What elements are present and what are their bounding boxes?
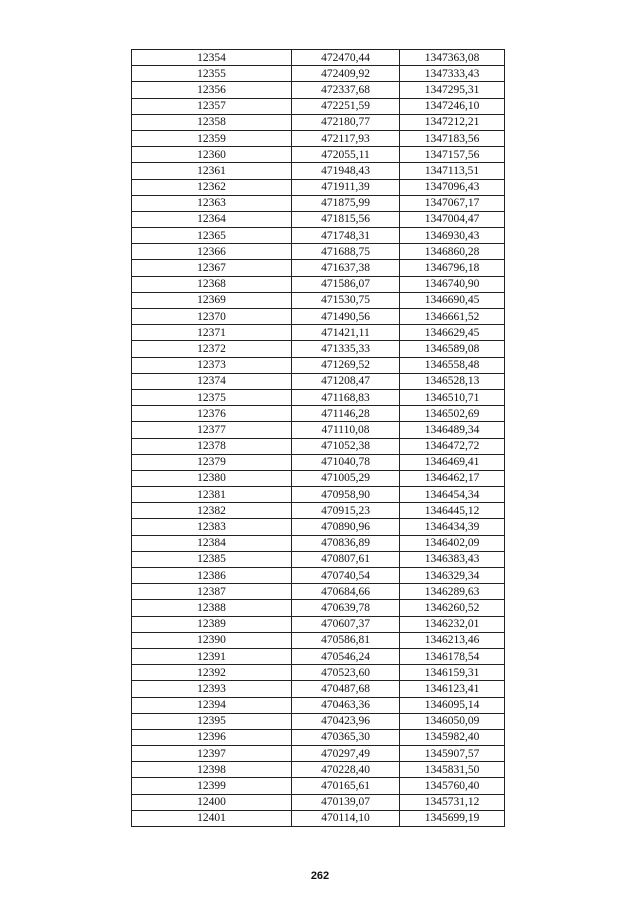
y-coordinate-cell: 1346434,39: [400, 519, 505, 535]
table-row: [132, 681, 505, 697]
table-row: [132, 584, 505, 600]
table-row: [132, 778, 505, 794]
table-row: [132, 665, 505, 681]
y-coordinate-cell: 1347363,08: [400, 50, 505, 66]
x-coordinate-cell: 471875,99: [292, 195, 400, 211]
table-row: [132, 616, 505, 632]
coordinate-table-body: [132, 50, 505, 827]
table-row: [132, 195, 505, 211]
x-coordinate-cell: 470740,54: [292, 568, 400, 584]
table-row: [132, 487, 505, 503]
point-number-cell: 12396: [132, 729, 292, 745]
x-coordinate-cell: 470836,89: [292, 535, 400, 551]
x-coordinate-cell: 470807,61: [292, 551, 400, 567]
point-number-cell: 12389: [132, 616, 292, 632]
table-row: [132, 729, 505, 745]
point-number-cell: 12374: [132, 373, 292, 389]
point-number-cell: 12362: [132, 179, 292, 195]
y-coordinate-cell: 1346930,43: [400, 228, 505, 244]
table-row: [132, 713, 505, 729]
y-coordinate-cell: 1346213,46: [400, 632, 505, 648]
x-coordinate-cell: 472337,68: [292, 82, 400, 98]
point-number-cell: 12397: [132, 746, 292, 762]
point-number-cell: 12364: [132, 211, 292, 227]
y-coordinate-cell: 1346454,34: [400, 487, 505, 503]
y-coordinate-cell: 1346402,09: [400, 535, 505, 551]
table-row: [132, 228, 505, 244]
x-coordinate-cell: 470958,90: [292, 487, 400, 503]
x-coordinate-cell: 472055,11: [292, 147, 400, 163]
point-number-cell: 12356: [132, 82, 292, 98]
y-coordinate-cell: 1346178,54: [400, 648, 505, 664]
x-coordinate-cell: 471688,75: [292, 244, 400, 260]
table-row: [132, 648, 505, 664]
x-coordinate-cell: 471146,28: [292, 406, 400, 422]
point-number-cell: 12395: [132, 713, 292, 729]
point-number-cell: 12361: [132, 163, 292, 179]
point-number-cell: 12390: [132, 632, 292, 648]
coordinate-table: [131, 49, 505, 827]
point-number-cell: 12365: [132, 228, 292, 244]
point-number-cell: 12383: [132, 519, 292, 535]
point-number-cell: 12386: [132, 568, 292, 584]
point-number-cell: 12359: [132, 130, 292, 146]
x-coordinate-cell: 470639,78: [292, 600, 400, 616]
table-row: [132, 179, 505, 195]
table-row: [132, 98, 505, 114]
point-number-cell: 12391: [132, 648, 292, 664]
x-coordinate-cell: 471748,31: [292, 228, 400, 244]
x-coordinate-cell: 470463,36: [292, 697, 400, 713]
x-coordinate-cell: 471335,33: [292, 341, 400, 357]
y-coordinate-cell: 1345982,40: [400, 729, 505, 745]
x-coordinate-cell: 470607,37: [292, 616, 400, 632]
x-coordinate-cell: 471208,47: [292, 373, 400, 389]
y-coordinate-cell: 1345731,12: [400, 794, 505, 810]
table-row: [132, 163, 505, 179]
y-coordinate-cell: 1346528,13: [400, 373, 505, 389]
page-number: 262: [310, 870, 330, 882]
point-number-cell: 12393: [132, 681, 292, 697]
x-coordinate-cell: 470890,96: [292, 519, 400, 535]
y-coordinate-cell: 1347246,10: [400, 98, 505, 114]
y-coordinate-cell: 1346095,14: [400, 697, 505, 713]
y-coordinate-cell: 1346740,90: [400, 276, 505, 292]
point-number-cell: 12394: [132, 697, 292, 713]
point-number-cell: 12355: [132, 66, 292, 82]
y-coordinate-cell: 1346445,12: [400, 503, 505, 519]
point-number-cell: 12372: [132, 341, 292, 357]
table-row: [132, 82, 505, 98]
table-row: [132, 130, 505, 146]
point-number-cell: 12400: [132, 794, 292, 810]
y-coordinate-cell: 1345907,57: [400, 746, 505, 762]
table-row: [132, 697, 505, 713]
point-number-cell: 12373: [132, 357, 292, 373]
x-coordinate-cell: 470586,81: [292, 632, 400, 648]
x-coordinate-cell: 471110,08: [292, 422, 400, 438]
table-row: [132, 406, 505, 422]
x-coordinate-cell: 471168,83: [292, 389, 400, 405]
table-row: [132, 746, 505, 762]
x-coordinate-cell: 471637,38: [292, 260, 400, 276]
y-coordinate-cell: 1346796,18: [400, 260, 505, 276]
table-row: [132, 276, 505, 292]
table-row: [132, 211, 505, 227]
y-coordinate-cell: 1346589,08: [400, 341, 505, 357]
y-coordinate-cell: 1347295,31: [400, 82, 505, 98]
point-number-cell: 12371: [132, 325, 292, 341]
x-coordinate-cell: 470546,24: [292, 648, 400, 664]
x-coordinate-cell: 472409,92: [292, 66, 400, 82]
y-coordinate-cell: 1347183,56: [400, 130, 505, 146]
point-number-cell: 12360: [132, 147, 292, 163]
x-coordinate-cell: 470915,23: [292, 503, 400, 519]
point-number-cell: 12375: [132, 389, 292, 405]
y-coordinate-cell: 1346159,31: [400, 665, 505, 681]
y-coordinate-cell: 1346469,41: [400, 454, 505, 470]
x-coordinate-cell: 471815,56: [292, 211, 400, 227]
y-coordinate-cell: 1346383,43: [400, 551, 505, 567]
table-row: [132, 503, 505, 519]
table-row: [132, 810, 505, 826]
point-number-cell: 12401: [132, 810, 292, 826]
point-number-cell: 12377: [132, 422, 292, 438]
y-coordinate-cell: 1346629,45: [400, 325, 505, 341]
table-row: [132, 422, 505, 438]
x-coordinate-cell: 470365,30: [292, 729, 400, 745]
table-row: [132, 373, 505, 389]
y-coordinate-cell: 1346289,63: [400, 584, 505, 600]
y-coordinate-cell: 1346690,45: [400, 292, 505, 308]
table-row: [132, 114, 505, 130]
y-coordinate-cell: 1346050,09: [400, 713, 505, 729]
x-coordinate-cell: 470228,40: [292, 762, 400, 778]
y-coordinate-cell: 1345831,50: [400, 762, 505, 778]
point-number-cell: 12358: [132, 114, 292, 130]
x-coordinate-cell: 470684,66: [292, 584, 400, 600]
x-coordinate-cell: 470487,68: [292, 681, 400, 697]
point-number-cell: 12385: [132, 551, 292, 567]
y-coordinate-cell: 1347096,43: [400, 179, 505, 195]
point-number-cell: 12392: [132, 665, 292, 681]
table-row: [132, 341, 505, 357]
table-row: [132, 600, 505, 616]
table-row: [132, 147, 505, 163]
point-number-cell: 12370: [132, 309, 292, 325]
x-coordinate-cell: 470139,07: [292, 794, 400, 810]
x-coordinate-cell: 470114,10: [292, 810, 400, 826]
x-coordinate-cell: 471490,56: [292, 309, 400, 325]
x-coordinate-cell: 471586,07: [292, 276, 400, 292]
x-coordinate-cell: 471269,52: [292, 357, 400, 373]
y-coordinate-cell: 1347113,51: [400, 163, 505, 179]
x-coordinate-cell: 471948,43: [292, 163, 400, 179]
table-row: [132, 568, 505, 584]
table-row: [132, 470, 505, 486]
point-number-cell: 12354: [132, 50, 292, 66]
y-coordinate-cell: 1345699,19: [400, 810, 505, 826]
x-coordinate-cell: 471005,29: [292, 470, 400, 486]
x-coordinate-cell: 472470,44: [292, 50, 400, 66]
x-coordinate-cell: 471040,78: [292, 454, 400, 470]
point-number-cell: 12380: [132, 470, 292, 486]
table-row: [132, 357, 505, 373]
table-row: [132, 50, 505, 66]
table-row: [132, 66, 505, 82]
point-number-cell: 12388: [132, 600, 292, 616]
point-number-cell: 12363: [132, 195, 292, 211]
point-number-cell: 12399: [132, 778, 292, 794]
y-coordinate-cell: 1346472,72: [400, 438, 505, 454]
y-coordinate-cell: 1346123,41: [400, 681, 505, 697]
table-row: [132, 632, 505, 648]
point-number-cell: 12378: [132, 438, 292, 454]
x-coordinate-cell: 471052,38: [292, 438, 400, 454]
point-number-cell: 12381: [132, 487, 292, 503]
point-number-cell: 12366: [132, 244, 292, 260]
point-number-cell: 12376: [132, 406, 292, 422]
table-row: [132, 535, 505, 551]
y-coordinate-cell: 1347157,56: [400, 147, 505, 163]
table-row: [132, 292, 505, 308]
point-number-cell: 12384: [132, 535, 292, 551]
x-coordinate-cell: 471530,75: [292, 292, 400, 308]
y-coordinate-cell: 1347212,21: [400, 114, 505, 130]
table-row: [132, 260, 505, 276]
point-number-cell: 12368: [132, 276, 292, 292]
y-coordinate-cell: 1345760,40: [400, 778, 505, 794]
table-row: [132, 519, 505, 535]
x-coordinate-cell: 471911,39: [292, 179, 400, 195]
table-row: [132, 438, 505, 454]
y-coordinate-cell: 1347067,17: [400, 195, 505, 211]
y-coordinate-cell: 1346502,69: [400, 406, 505, 422]
table-row: [132, 794, 505, 810]
x-coordinate-cell: 470423,96: [292, 713, 400, 729]
table-row: [132, 454, 505, 470]
y-coordinate-cell: 1347004,47: [400, 211, 505, 227]
x-coordinate-cell: 470165,61: [292, 778, 400, 794]
x-coordinate-cell: 471421,11: [292, 325, 400, 341]
y-coordinate-cell: 1346510,71: [400, 389, 505, 405]
x-coordinate-cell: 472251,59: [292, 98, 400, 114]
y-coordinate-cell: 1346260,52: [400, 600, 505, 616]
point-number-cell: 12382: [132, 503, 292, 519]
point-number-cell: 12369: [132, 292, 292, 308]
y-coordinate-cell: 1346232,01: [400, 616, 505, 632]
x-coordinate-cell: 472117,93: [292, 130, 400, 146]
x-coordinate-cell: 470523,60: [292, 665, 400, 681]
x-coordinate-cell: 472180,77: [292, 114, 400, 130]
y-coordinate-cell: 1346329,34: [400, 568, 505, 584]
point-number-cell: 12379: [132, 454, 292, 470]
y-coordinate-cell: 1346860,28: [400, 244, 505, 260]
y-coordinate-cell: 1347333,43: [400, 66, 505, 82]
point-number-cell: 12387: [132, 584, 292, 600]
point-number-cell: 12357: [132, 98, 292, 114]
table-row: [132, 325, 505, 341]
x-coordinate-cell: 470297,49: [292, 746, 400, 762]
table-row: [132, 309, 505, 325]
y-coordinate-cell: 1346462,17: [400, 470, 505, 486]
table-row: [132, 762, 505, 778]
y-coordinate-cell: 1346558,48: [400, 357, 505, 373]
table-row: [132, 551, 505, 567]
y-coordinate-cell: 1346489,34: [400, 422, 505, 438]
table-row: [132, 244, 505, 260]
point-number-cell: 12367: [132, 260, 292, 276]
table-row: [132, 389, 505, 405]
point-number-cell: 12398: [132, 762, 292, 778]
y-coordinate-cell: 1346661,52: [400, 309, 505, 325]
